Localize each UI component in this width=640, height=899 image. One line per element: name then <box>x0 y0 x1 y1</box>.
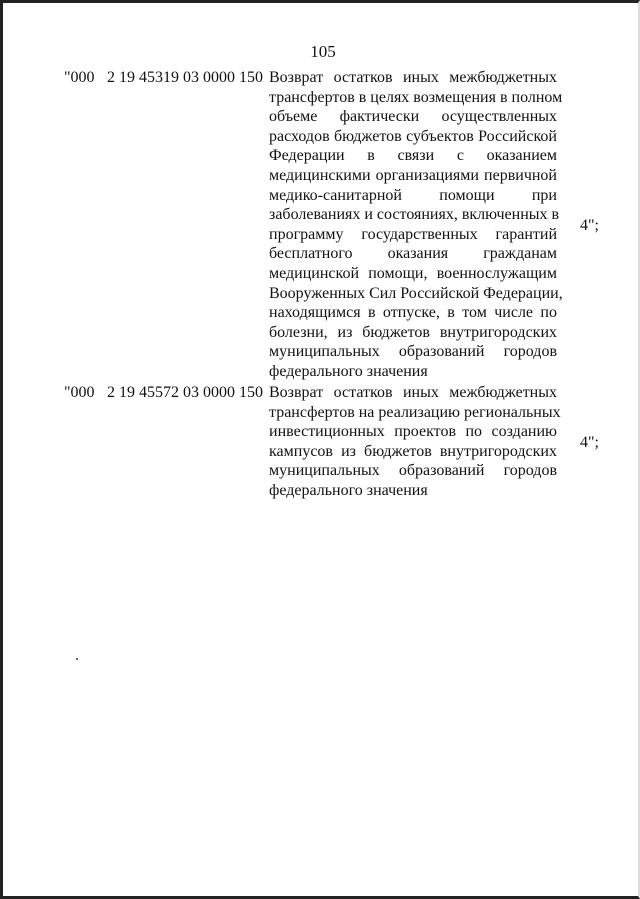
description-line: находящимся в отпуске, в том числе по <box>269 304 557 322</box>
description-line: инвестиционных проектов по созданию <box>269 423 557 441</box>
description-line: кампусов из бюджетов внутригородских <box>269 442 557 460</box>
description-line: Возврат остатков иных межбюджетных <box>269 69 557 86</box>
description-line: трансфертов на реализацию региональных <box>269 403 561 421</box>
income-description <box>269 68 563 382</box>
description-line: медико-санитарной помощи при <box>269 186 557 204</box>
amount-cell: 4"; <box>580 217 599 234</box>
income-description <box>269 383 561 501</box>
scan-speck <box>76 658 78 660</box>
description-line: Федерации в связи с оказанием <box>269 147 557 165</box>
description-line: трансфертов в целях возмещения в полном <box>269 88 563 106</box>
description-line: муниципальных образований городов <box>269 462 557 480</box>
description-line: федерального значения <box>269 362 428 380</box>
description-line: медицинской помощи, военнослужащим <box>269 264 557 282</box>
description-line: болезни, из бюджетов внутригородских <box>269 323 557 341</box>
amount-cell: 4"; <box>580 434 599 451</box>
description-line: Вооруженных Сил Российской Федерации, <box>269 284 563 302</box>
description-line: заболеваниях и состояниях, включенных в <box>269 206 560 224</box>
budget-classification-code: 2 19 45319 03 0000 150 <box>107 69 263 86</box>
admin-code: "000 <box>64 69 95 86</box>
description-line: муниципальных образований городов <box>269 343 557 361</box>
admin-code: "000 <box>64 384 95 401</box>
description-line: расходов бюджетов субъектов Российской <box>269 127 557 145</box>
description-line: федерального значения <box>269 481 428 499</box>
description-line: бесплатного оказания гражданам <box>269 245 557 263</box>
page-number: 105 <box>310 42 336 61</box>
description-line: объеме фактически осуществленных <box>269 108 557 126</box>
description-line: программу государственных гарантий <box>269 225 557 243</box>
description-line: медицинскими организациями первичной <box>269 166 557 184</box>
budget-classification-code: 2 19 45572 03 0000 150 <box>107 384 263 401</box>
description-line: Возврат остатков иных межбюджетных <box>269 384 557 401</box>
